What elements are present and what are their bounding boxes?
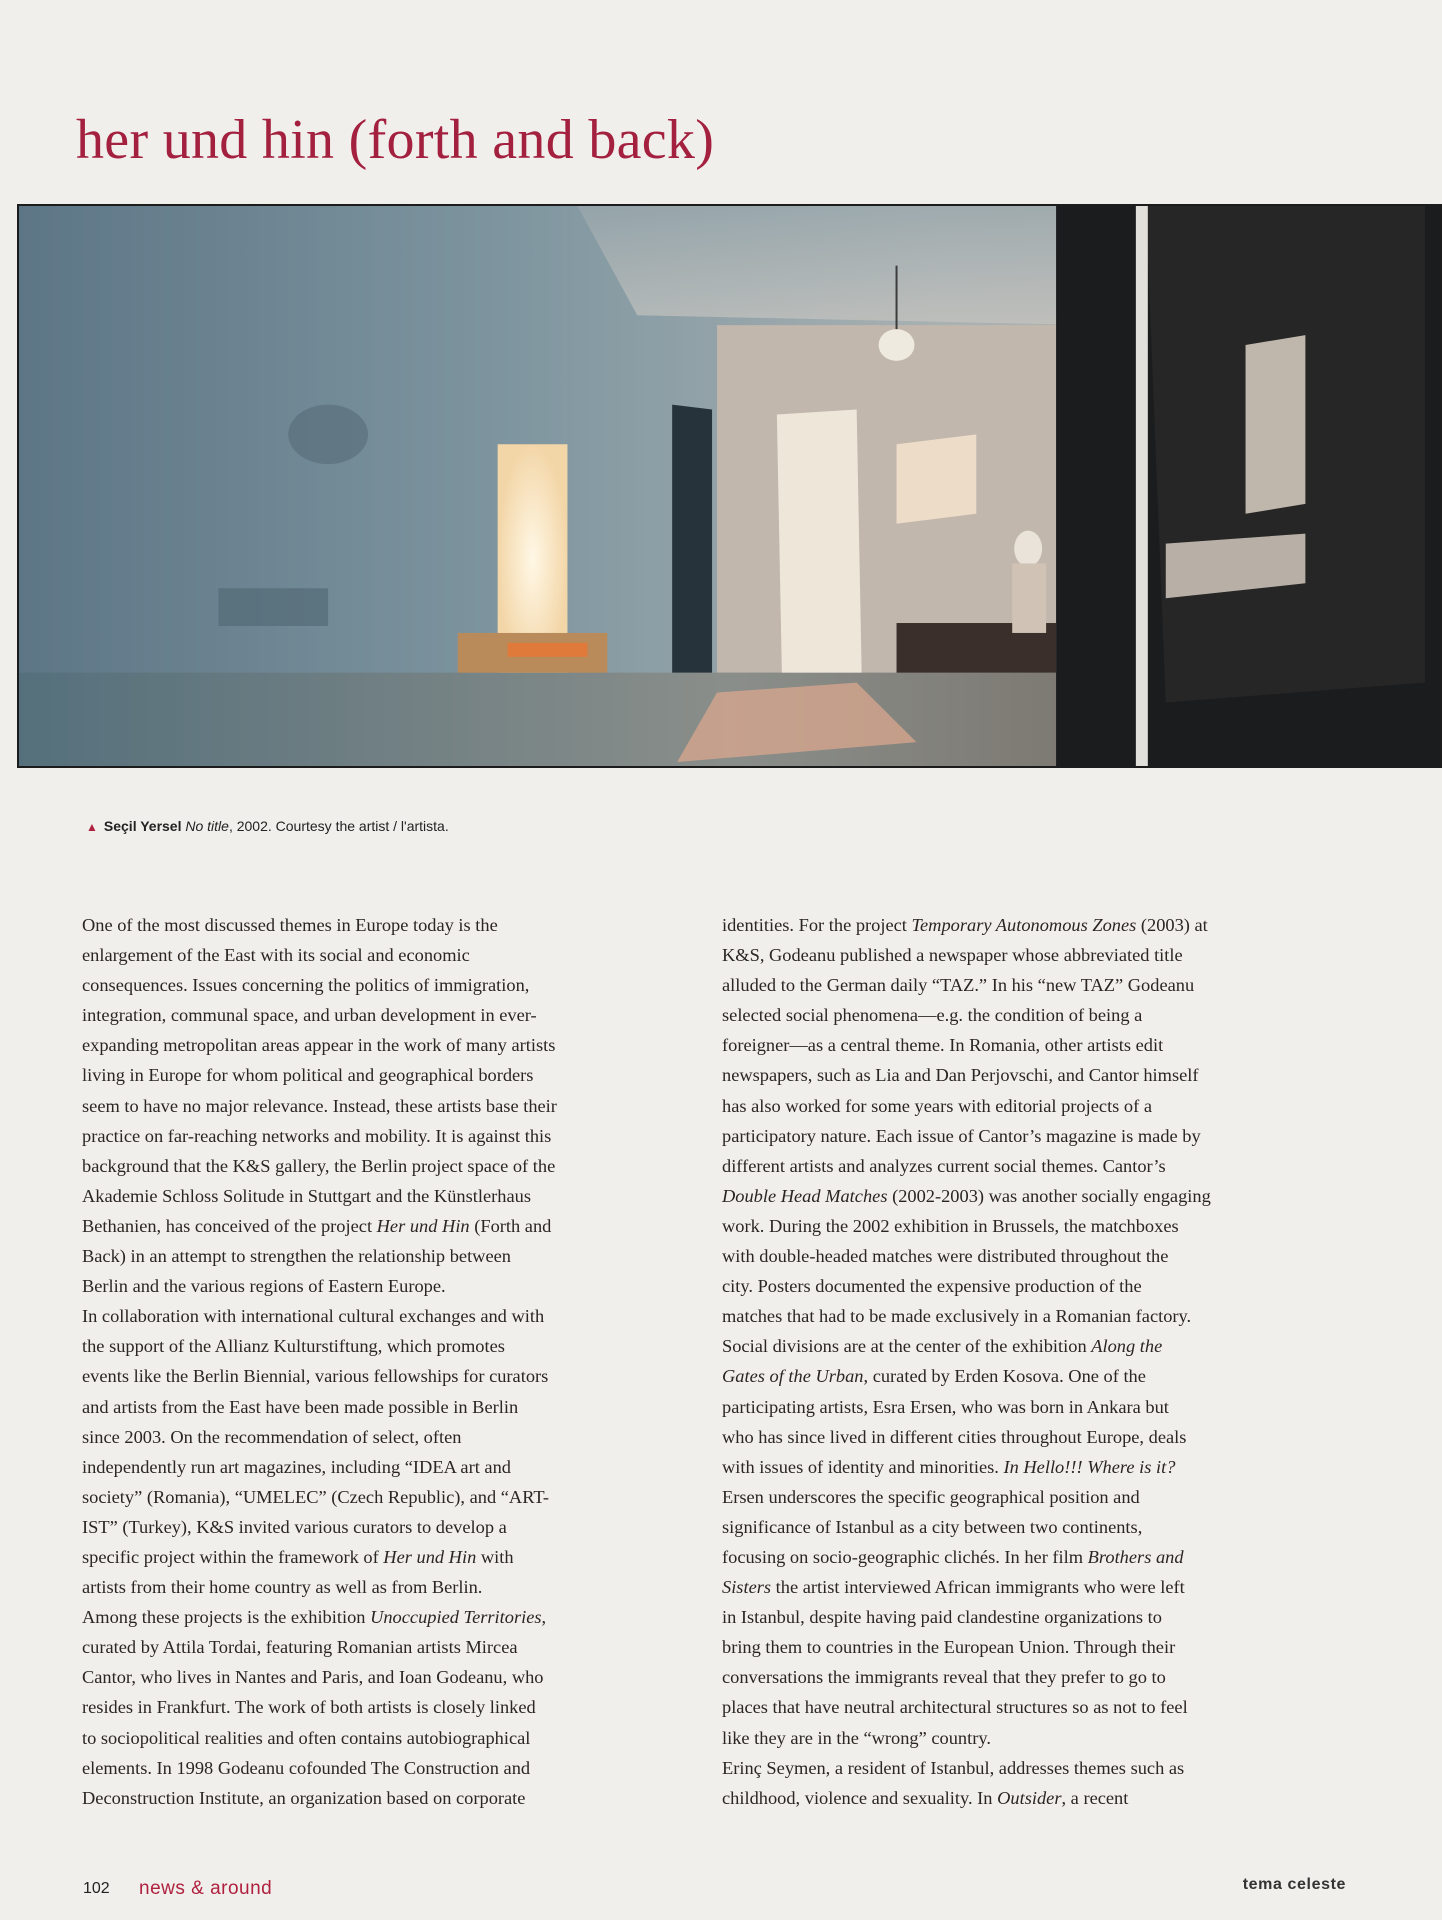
text-line: [82, 1392, 672, 1422]
text-line: [722, 1060, 1312, 1090]
text-run: , curated by Erden Kosova. One of the: [863, 1366, 1146, 1387]
text-line: [82, 1692, 672, 1722]
text-run: specific project within the framework of: [82, 1546, 384, 1567]
text-line: [82, 1602, 672, 1632]
text-line: [722, 1211, 1312, 1241]
caption-details: , 2002. Courtesy the artist / l'artista.: [228, 818, 449, 834]
text-run: seem to have no major relevance. Instead, these artists base their: [82, 1095, 557, 1116]
text-run: Akademie Schloss Solitude in Stuttgart and the Künstlerhaus: [82, 1185, 531, 1206]
text-line: [722, 1753, 1312, 1783]
text-run: newspapers, such as Lia and Dan Perjovschi, and Cantor himself: [722, 1065, 1199, 1086]
body-column-left: [82, 910, 672, 1813]
text-line: [82, 1361, 672, 1391]
text-line: [722, 1572, 1312, 1602]
photo-caption: [86, 818, 449, 834]
text-line: [82, 1301, 672, 1331]
text-run: Ersen underscores the specific geographical position and: [722, 1486, 1140, 1507]
text-line: [722, 1482, 1312, 1512]
text-line: [722, 1121, 1312, 1151]
text-line: [82, 1121, 672, 1151]
text-run: different artists and analyzes current social themes. Cantor’s: [722, 1155, 1166, 1176]
italic-title: Double Head Matches: [722, 1185, 888, 1206]
italic-title: Her und Hin: [383, 1546, 477, 1567]
italic-title: Brothers and: [1087, 1546, 1184, 1567]
text-run: elements. In 1998 Godeanu cofounded The Construction and: [82, 1757, 531, 1778]
text-line: [722, 1241, 1312, 1271]
text-run: practice on far-reaching networks and mobility. It is against this: [82, 1125, 552, 1146]
italic-title: Along the: [1091, 1336, 1163, 1357]
text-run: alluded to the German daily “TAZ.” In his “new TAZ” Godeanu: [722, 975, 1195, 996]
text-line: [82, 1000, 672, 1030]
text-line: [82, 1060, 672, 1090]
text-line: [722, 1091, 1312, 1121]
italic-title: Gates of the Urban: [722, 1366, 864, 1387]
text-line: [82, 1662, 672, 1692]
text-run: Berlin and the various regions of Eastern Europe.: [82, 1276, 446, 1297]
text-run: has also worked for some years with editorial projects of a: [722, 1095, 1153, 1116]
text-run: (Forth and: [469, 1215, 552, 1236]
text-line: [722, 970, 1312, 1000]
text-line: [82, 1572, 672, 1602]
text-run: since 2003. On the recommendation of select, often: [82, 1426, 462, 1447]
text-line: [722, 910, 1312, 940]
text-line: [82, 1512, 672, 1542]
text-line: [722, 1392, 1312, 1422]
text-line: [82, 1783, 672, 1813]
text-run: childhood, violence and sexuality. In: [722, 1787, 998, 1808]
text-run: IST” (Turkey), K&S invited various curators to develop a: [82, 1516, 507, 1537]
text-run: Cantor, who lives in Nantes and Paris, and Ioan Godeanu, who: [82, 1667, 544, 1688]
body-column-right: [722, 910, 1312, 1813]
artwork-photo: [17, 204, 1442, 768]
text-run: identities. For the project: [722, 915, 912, 935]
text-line: [82, 1271, 672, 1301]
text-line: [82, 940, 672, 970]
text-line: [722, 1030, 1312, 1060]
text-line: [82, 1452, 672, 1482]
caption-work-title: No title: [185, 818, 229, 834]
text-line: [82, 1482, 672, 1512]
text-run: Erinç Seymen, a resident of Istanbul, addresses themes such as: [722, 1757, 1185, 1778]
text-line: [722, 1331, 1312, 1361]
text-run: bring them to countries in the European Union. Through their: [722, 1637, 1176, 1658]
text-line: [722, 1692, 1312, 1722]
text-run: the artist interviewed African immigrants who were left: [771, 1577, 1185, 1598]
caption-triangle-icon: ▲: [86, 820, 98, 834]
text-line: [722, 1662, 1312, 1692]
text-line: [82, 1091, 672, 1121]
text-line: [722, 1783, 1312, 1813]
text-run: resides in Frankfurt. The work of both artists is closely linked: [82, 1697, 536, 1718]
text-run: Bethanien, has conceived of the project: [82, 1215, 377, 1236]
magazine-name: tema celeste: [1242, 1876, 1346, 1893]
page-number: 102: [83, 1880, 110, 1897]
text-run: living in Europe for whom political and geographical borders: [82, 1065, 534, 1086]
text-line: [722, 1542, 1312, 1572]
italic-title: Unoccupied Territories: [370, 1607, 542, 1628]
caption-artist: Seçil Yersel: [103, 818, 182, 834]
text-line: [82, 1030, 672, 1060]
article-title: her und hin (forth and back): [76, 109, 715, 171]
text-line: [82, 1181, 672, 1211]
text-line: [82, 1331, 672, 1361]
italic-title: In Hello!!! Where is it?: [1003, 1456, 1176, 1477]
text-run: society” (Romania), “UMELEC” (Czech Republic), and “ART-: [82, 1486, 550, 1507]
italic-title: Her und Hin: [376, 1215, 470, 1236]
text-run: work. During the 2002 exhibition in Brussels, the matchboxes: [722, 1215, 1179, 1236]
text-line: [722, 1271, 1312, 1301]
text-run: foreigner—as a central theme. In Romania, other artists edit: [722, 1035, 1164, 1056]
text-run: artists from their home country as well as from Berlin.: [82, 1577, 483, 1598]
text-line: [722, 940, 1312, 970]
text-run: who has since lived in different cities throughout Europe, deals: [722, 1426, 1187, 1447]
text-run: Deconstruction Institute, an organization based on corporate: [82, 1787, 526, 1808]
text-run: with: [476, 1546, 514, 1567]
text-run: focusing on socio-geographic clichés. In her film: [722, 1546, 1088, 1567]
text-line: [82, 1632, 672, 1662]
text-line: [82, 1422, 672, 1452]
text-run: the support of the Allianz Kulturstiftung, which promotes: [82, 1336, 505, 1357]
text-run: like they are in the “wrong” country.: [722, 1727, 991, 1748]
text-run: participating artists, Esra Ersen, who was born in Ankara but: [722, 1396, 1169, 1417]
text-run: and artists from the East have been made possible in Berlin: [82, 1396, 519, 1417]
text-line: [722, 1723, 1312, 1753]
text-line: [722, 1422, 1312, 1452]
text-run: One of the most discussed themes in Europe today is the: [82, 915, 498, 935]
text-run: Among these projects is the exhibition: [82, 1607, 371, 1628]
italic-title: Outsider: [997, 1787, 1062, 1808]
text-run: events like the Berlin Biennial, various fellowships for curators: [82, 1366, 549, 1387]
italic-title: Sisters: [722, 1577, 772, 1598]
text-run: matches that had to be made exclusively in a Romanian factory.: [722, 1306, 1192, 1327]
text-line: [722, 1361, 1312, 1391]
text-run: to sociopolitical realities and often contains autobiographical: [82, 1727, 531, 1748]
text-run: Back) in an attempt to strengthen the relationship between: [82, 1246, 511, 1267]
text-line: [722, 1151, 1312, 1181]
text-run: with issues of identity and minorities.: [722, 1456, 1004, 1477]
text-line: [82, 1211, 672, 1241]
text-run: in Istanbul, despite having paid clandestine organizations to: [722, 1607, 1162, 1628]
text-line: [82, 1151, 672, 1181]
text-run: enlargement of the East with its social and economic: [82, 945, 470, 966]
text-run: In collaboration with international cultural exchanges and with: [82, 1306, 545, 1327]
text-line: [722, 1181, 1312, 1211]
text-line: [722, 1301, 1312, 1331]
text-line: [82, 1723, 672, 1753]
text-line: [82, 1241, 672, 1271]
text-line: [722, 1602, 1312, 1632]
text-line: [722, 1632, 1312, 1662]
text-run: significance of Istanbul as a city between two continents,: [722, 1516, 1143, 1537]
text-run: K&S, Godeanu published a newspaper whose abbreviated title: [722, 945, 1183, 966]
text-run: (2002-2003) was another socially engaging: [887, 1185, 1211, 1206]
text-run: city. Posters documented the expensive production of the: [722, 1276, 1142, 1297]
text-run: , a recent: [1061, 1787, 1129, 1808]
text-run: independently run art magazines, including “IDEA art and: [82, 1456, 511, 1477]
text-line: [722, 1000, 1312, 1030]
text-run: ,: [541, 1607, 547, 1628]
italic-title: Temporary Autonomous Zones: [911, 915, 1137, 935]
text-run: with double-headed matches were distributed throughout the: [722, 1246, 1169, 1267]
text-run: selected social phenomena—e.g. the condition of being a: [722, 1005, 1143, 1026]
text-line: [82, 1753, 672, 1783]
text-run: Social divisions are at the center of the exhibition: [722, 1336, 1092, 1357]
text-line: [722, 1452, 1312, 1482]
text-run: curated by Attila Tordai, featuring Romanian artists Mircea: [82, 1637, 518, 1658]
text-run: (2003) at: [1136, 915, 1208, 935]
text-run: places that have neutral architectural structures so as not to feel: [722, 1697, 1188, 1718]
text-line: [82, 910, 672, 940]
text-run: consequences. Issues concerning the politics of immigration,: [82, 975, 530, 996]
text-run: expanding metropolitan areas appear in the work of many artists: [82, 1035, 556, 1056]
text-run: conversations the immigrants reveal that they prefer to go to: [722, 1667, 1166, 1688]
text-run: background that the K&S gallery, the Berlin project space of the: [82, 1155, 556, 1176]
section-name: news & around: [139, 1878, 273, 1899]
room-interior-image: [19, 206, 1441, 766]
text-run: participatory nature. Each issue of Cantor’s magazine is made by: [722, 1125, 1201, 1146]
text-line: [82, 1542, 672, 1572]
text-line: [722, 1512, 1312, 1542]
text-line: [82, 970, 672, 1000]
text-run: integration, communal space, and urban development in ever-: [82, 1005, 537, 1026]
